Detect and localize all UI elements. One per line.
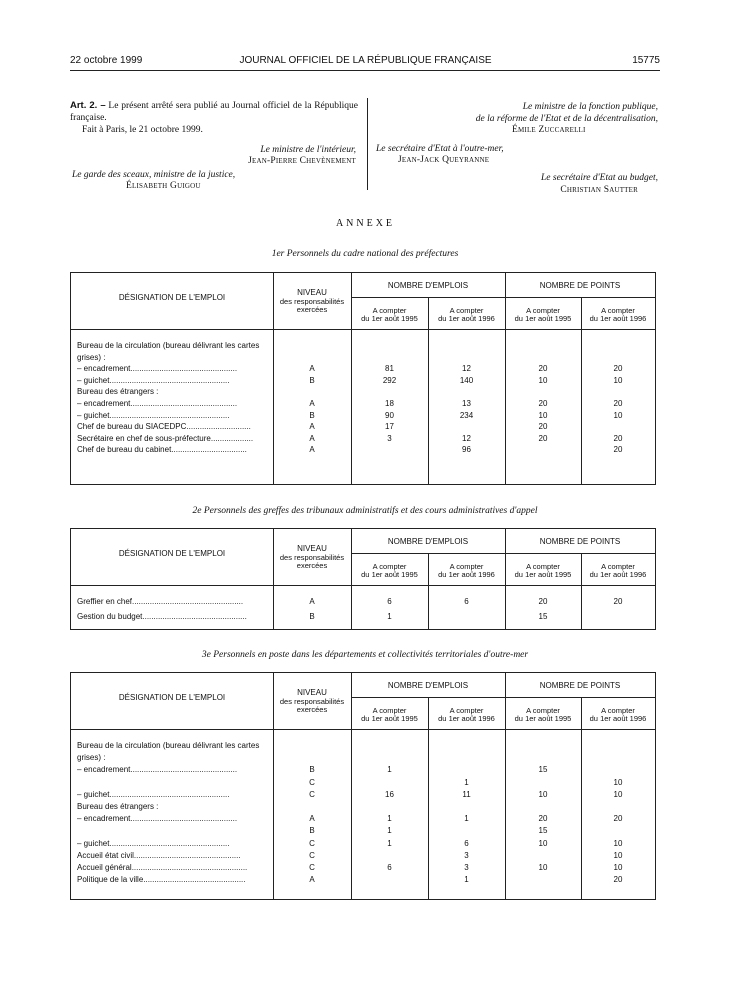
- row-emplois-1996: 1: [464, 814, 469, 824]
- row-points-1995: 15: [538, 612, 548, 621]
- header-nombre-points: NOMBRE DE POINTS: [539, 537, 621, 546]
- header-a-compter: A compter: [526, 562, 560, 571]
- table-row: [71, 353, 655, 365]
- signatory-justice-role: Le garde des sceaux, ministre de la justice,: [72, 170, 236, 180]
- table-row: [71, 612, 655, 627]
- signatory-budget-role: Le secrétaire d'Etat au budget,: [541, 173, 658, 183]
- row-points-1996: 10: [613, 850, 623, 860]
- row-emplois-1995: 17: [385, 422, 394, 432]
- header-date: du 1er août 1996: [438, 714, 495, 723]
- row-emplois-1995: 18: [385, 399, 394, 408]
- row-points-1996: 10: [613, 777, 623, 787]
- row-emplois-1996: 140: [459, 375, 474, 385]
- section-1-title: 1er Personnels du cadre national des préfectures: [271, 249, 459, 259]
- table-row: [71, 790, 655, 802]
- header-journal-title: JOURNAL OFFICIEL DE LA RÉPUBLIQUE FRANÇAISE: [239, 55, 492, 66]
- header-a-compter: A compter: [449, 706, 484, 715]
- fait-a-paris: Fait à Paris, le 21 octobre 1999.: [82, 125, 203, 135]
- row-points-1995: 15: [538, 765, 548, 775]
- row-label: Bureau de la circulation (bureau délivrant les cartes: [77, 341, 260, 350]
- row-label: – encadrement................................................: [77, 814, 238, 824]
- header-niveau-3: exercées: [296, 705, 328, 714]
- row-emplois-1995: 6: [387, 863, 392, 872]
- header-a-compter: A compter: [526, 306, 560, 315]
- row-label: – encadrement................................................: [77, 399, 238, 408]
- row-label: Politique de la ville..............................................: [77, 875, 246, 885]
- row-label: grises) :: [77, 753, 106, 763]
- article-2: [70, 100, 358, 124]
- table-row: [71, 839, 655, 851]
- row-emplois-1996: 3: [464, 850, 469, 860]
- table-row: [71, 778, 655, 790]
- table-row: [71, 814, 655, 826]
- row-points-1995: 10: [538, 375, 548, 385]
- table-row: [71, 445, 655, 457]
- header-nombre-emplois: NOMBRE D'EMPLOIS: [387, 281, 469, 290]
- signatory-outre-mer-name: Jean-Jack Queyranne: [398, 155, 490, 165]
- row-label: – guichet......................................................: [77, 789, 230, 799]
- header-a-compter: A compter: [601, 706, 635, 715]
- header-bottom-rule: [71, 729, 655, 730]
- row-label: Bureau des étrangers :: [77, 387, 159, 397]
- row-emplois-1995: 3: [387, 433, 392, 443]
- header-nombre-points: NOMBRE DE POINTS: [539, 281, 621, 290]
- row-points-1995: 10: [538, 863, 548, 872]
- header-bottom-rule: [71, 329, 655, 330]
- row-label: Bureau de la circulation (bureau délivrant les cartes: [77, 741, 260, 750]
- column-divider: [367, 98, 368, 190]
- header-date: du 1er août 1996: [589, 570, 647, 579]
- header-a-compter: A compter: [372, 306, 407, 315]
- row-points-1995: 10: [538, 789, 548, 799]
- row-label: – guichet......................................................: [77, 410, 230, 420]
- row-emplois-1996: 12: [462, 364, 471, 374]
- table-row: [71, 741, 655, 753]
- header-designation: DÉSIGNATION DE L'EMPLOI: [118, 693, 226, 702]
- row-emplois-1995: 1: [387, 838, 392, 848]
- table-outre-mer: [70, 672, 656, 900]
- header-bottom-rule: [71, 585, 655, 586]
- header-niveau: NIVEAU: [297, 688, 327, 697]
- header-a-compter: A compter: [601, 306, 635, 315]
- header-date: du 1er août 1995: [514, 314, 572, 323]
- signatory-interieur-role: Le ministre de l'intérieur,: [260, 145, 356, 155]
- header-designation: DÉSIGNATION DE L'EMPLOI: [118, 549, 226, 558]
- row-points-1996: 10: [613, 375, 623, 385]
- row-emplois-1996: 96: [462, 445, 471, 455]
- row-emplois-1996: 13: [462, 399, 471, 408]
- row-niveau: B: [309, 765, 315, 775]
- row-emplois-1995: 81: [385, 364, 394, 374]
- row-niveau: C: [309, 777, 315, 787]
- table-row: [71, 597, 655, 612]
- table-row: [71, 765, 655, 777]
- table-row: [71, 875, 655, 887]
- row-label: – guichet......................................................: [77, 838, 230, 848]
- row-points-1995: 20: [538, 814, 548, 824]
- annexe-title: ANNEXE: [335, 218, 396, 229]
- row-niveau: A: [309, 399, 315, 408]
- row-points-1996: 20: [613, 875, 623, 885]
- table-row: [71, 399, 655, 411]
- signatory-fonction-publique-name: Émile Zuccarelli: [512, 125, 586, 135]
- row-points-1996: 20: [613, 814, 623, 824]
- row-emplois-1995: 90: [385, 410, 394, 420]
- row-points-1996: 20: [613, 597, 623, 606]
- table-row: [71, 434, 655, 446]
- table-row: [71, 802, 655, 814]
- header-rule: [351, 697, 655, 698]
- article-label: Art. 2. –: [70, 100, 106, 111]
- row-niveau: C: [309, 838, 315, 848]
- row-emplois-1996: 6: [464, 597, 469, 606]
- row-points-1996: 20: [613, 445, 623, 455]
- signatory-fonction-publique-role-1: Le ministre de la fonction publique,: [522, 102, 658, 112]
- section-3-title: 3e Personnels en poste dans les départements et collectivités territoriales d'outre-mer: [201, 650, 529, 660]
- row-niveau: A: [309, 433, 315, 443]
- table-row: [71, 411, 655, 423]
- row-emplois-1996: 1: [464, 875, 469, 885]
- row-niveau: A: [309, 422, 315, 432]
- row-emplois-1996: 234: [459, 410, 474, 420]
- row-points-1995: 10: [538, 838, 548, 848]
- table-row: [71, 422, 655, 434]
- table-row: [71, 826, 655, 838]
- row-points-1995: 20: [538, 433, 548, 443]
- header-date: du 1er août 1995: [514, 714, 572, 723]
- header-a-compter: A compter: [526, 706, 560, 715]
- header-date: du 1er août 1996: [589, 314, 647, 323]
- row-niveau: A: [309, 875, 315, 885]
- header-niveau: NIVEAU: [297, 288, 327, 297]
- row-emplois-1996: 11: [462, 789, 471, 799]
- header-page-number: 15775: [632, 55, 660, 66]
- row-points-1996: 10: [613, 838, 623, 848]
- row-emplois-1995: 16: [385, 789, 394, 799]
- header-date: du 1er août 1995: [361, 714, 418, 723]
- header-niveau-3: exercées: [296, 305, 328, 314]
- row-niveau: C: [309, 789, 315, 799]
- row-niveau: C: [309, 863, 315, 872]
- header-a-compter: A compter: [372, 562, 407, 571]
- row-emplois-1996: 12: [462, 433, 471, 443]
- row-niveau: B: [309, 410, 315, 420]
- row-label: Secrétaire en chef de sous-préfecture...................: [77, 433, 254, 443]
- row-points-1996: 20: [613, 399, 623, 408]
- table-row: [71, 387, 655, 399]
- row-niveau: B: [309, 826, 315, 836]
- row-niveau: A: [309, 814, 315, 824]
- header-nombre-emplois: NOMBRE D'EMPLOIS: [387, 537, 469, 546]
- row-label: Chef de bureau du SIACEDPC.............................: [77, 422, 251, 432]
- signatory-outre-mer-role: Le secrétaire d'Etat à l'outre-mer,: [376, 144, 504, 154]
- row-label: Accueil général....................................................: [77, 863, 248, 872]
- table-row: [71, 863, 655, 875]
- header-rule: [70, 70, 660, 71]
- header-niveau-3: exercées: [296, 561, 328, 570]
- header-niveau-2: des responsabilités: [279, 553, 345, 562]
- row-points-1995: 20: [538, 422, 548, 432]
- header-nombre-emplois: NOMBRE D'EMPLOIS: [387, 681, 469, 690]
- row-label: grises) :: [77, 352, 106, 362]
- article-text: Le présent arrêté sera publié au Journal officiel de la République française.: [70, 101, 358, 123]
- header-date: du 1er août 1996: [438, 314, 495, 323]
- header-niveau: NIVEAU: [297, 544, 327, 553]
- row-niveau: B: [309, 612, 315, 621]
- row-label: – guichet......................................................: [77, 375, 230, 385]
- row-points-1995: 15: [538, 826, 548, 836]
- row-label: Greffier en chef..................................................: [77, 597, 244, 606]
- header-date: du 1er août 1996: [589, 714, 647, 723]
- row-points-1996: 10: [613, 789, 623, 799]
- table-row: [71, 341, 655, 353]
- row-niveau: A: [309, 364, 315, 374]
- table-row: [71, 851, 655, 863]
- row-label: – encadrement................................................: [77, 364, 238, 374]
- row-label: Accueil état civil................................................: [77, 850, 241, 860]
- row-niveau: C: [309, 850, 315, 860]
- section-2-title: 2e Personnels des greffes des tribunaux administratifs et des cours administratives d'appel: [192, 506, 538, 516]
- signatory-justice-name: Élisabeth Guigou: [126, 181, 201, 191]
- row-label: Chef de bureau du cabinet..................................: [77, 445, 247, 455]
- row-emplois-1996: 6: [464, 838, 469, 848]
- header-date: du 1er août 1996: [438, 570, 495, 579]
- row-emplois-1995: 292: [382, 375, 397, 385]
- header-rule: [351, 297, 655, 298]
- header-date: du 1er août 1995: [361, 314, 418, 323]
- table-row: [71, 753, 655, 765]
- header-date: 22 octobre 1999: [70, 55, 143, 66]
- row-emplois-1995: 6: [387, 597, 392, 606]
- table-row: [71, 376, 655, 388]
- header-rule: [351, 553, 655, 554]
- row-points-1995: 20: [538, 597, 548, 606]
- header-nombre-points: NOMBRE DE POINTS: [539, 681, 621, 690]
- row-points-1996: 10: [613, 410, 623, 420]
- row-emplois-1995: 1: [387, 765, 392, 775]
- header-designation: DÉSIGNATION DE L'EMPLOI: [118, 293, 226, 302]
- header-niveau-2: des responsabilités: [279, 697, 345, 706]
- row-niveau: A: [309, 597, 315, 606]
- row-points-1996: 20: [613, 433, 623, 443]
- row-label: Gestion du budget...............................................: [77, 612, 247, 621]
- row-points-1996: 20: [613, 364, 623, 374]
- header-date: du 1er août 1995: [514, 570, 572, 579]
- row-emplois-1996: 1: [464, 777, 469, 787]
- row-points-1995: 20: [538, 364, 548, 374]
- header-niveau-2: des responsabilités: [279, 297, 345, 306]
- row-points-1996: 10: [613, 863, 623, 872]
- row-points-1995: 10: [538, 410, 548, 420]
- header-a-compter: A compter: [372, 706, 407, 715]
- row-emplois-1995: 1: [387, 826, 392, 836]
- row-label: – encadrement................................................: [77, 765, 238, 775]
- row-emplois-1996: 3: [464, 863, 469, 872]
- row-emplois-1995: 1: [387, 814, 392, 824]
- table-row: [71, 364, 655, 376]
- row-points-1995: 20: [538, 399, 548, 408]
- signatory-interieur-name: Jean-Pierre Chevènement: [248, 156, 356, 166]
- header-date: du 1er août 1995: [361, 570, 418, 579]
- row-label: Bureau des étrangers :: [77, 802, 159, 811]
- header-a-compter: A compter: [449, 562, 484, 571]
- table-prefectures: [70, 272, 656, 485]
- row-niveau: A: [309, 445, 315, 455]
- signatory-fonction-publique-role-2: de la réforme de l'Etat et de la décentralisation,: [475, 114, 658, 124]
- header-a-compter: A compter: [601, 562, 635, 571]
- row-niveau: B: [309, 375, 315, 385]
- header-a-compter: A compter: [449, 306, 484, 315]
- table-greffes: [70, 528, 656, 630]
- row-emplois-1995: 1: [387, 612, 392, 621]
- signatory-budget-name: Christian Sautter: [560, 185, 638, 195]
